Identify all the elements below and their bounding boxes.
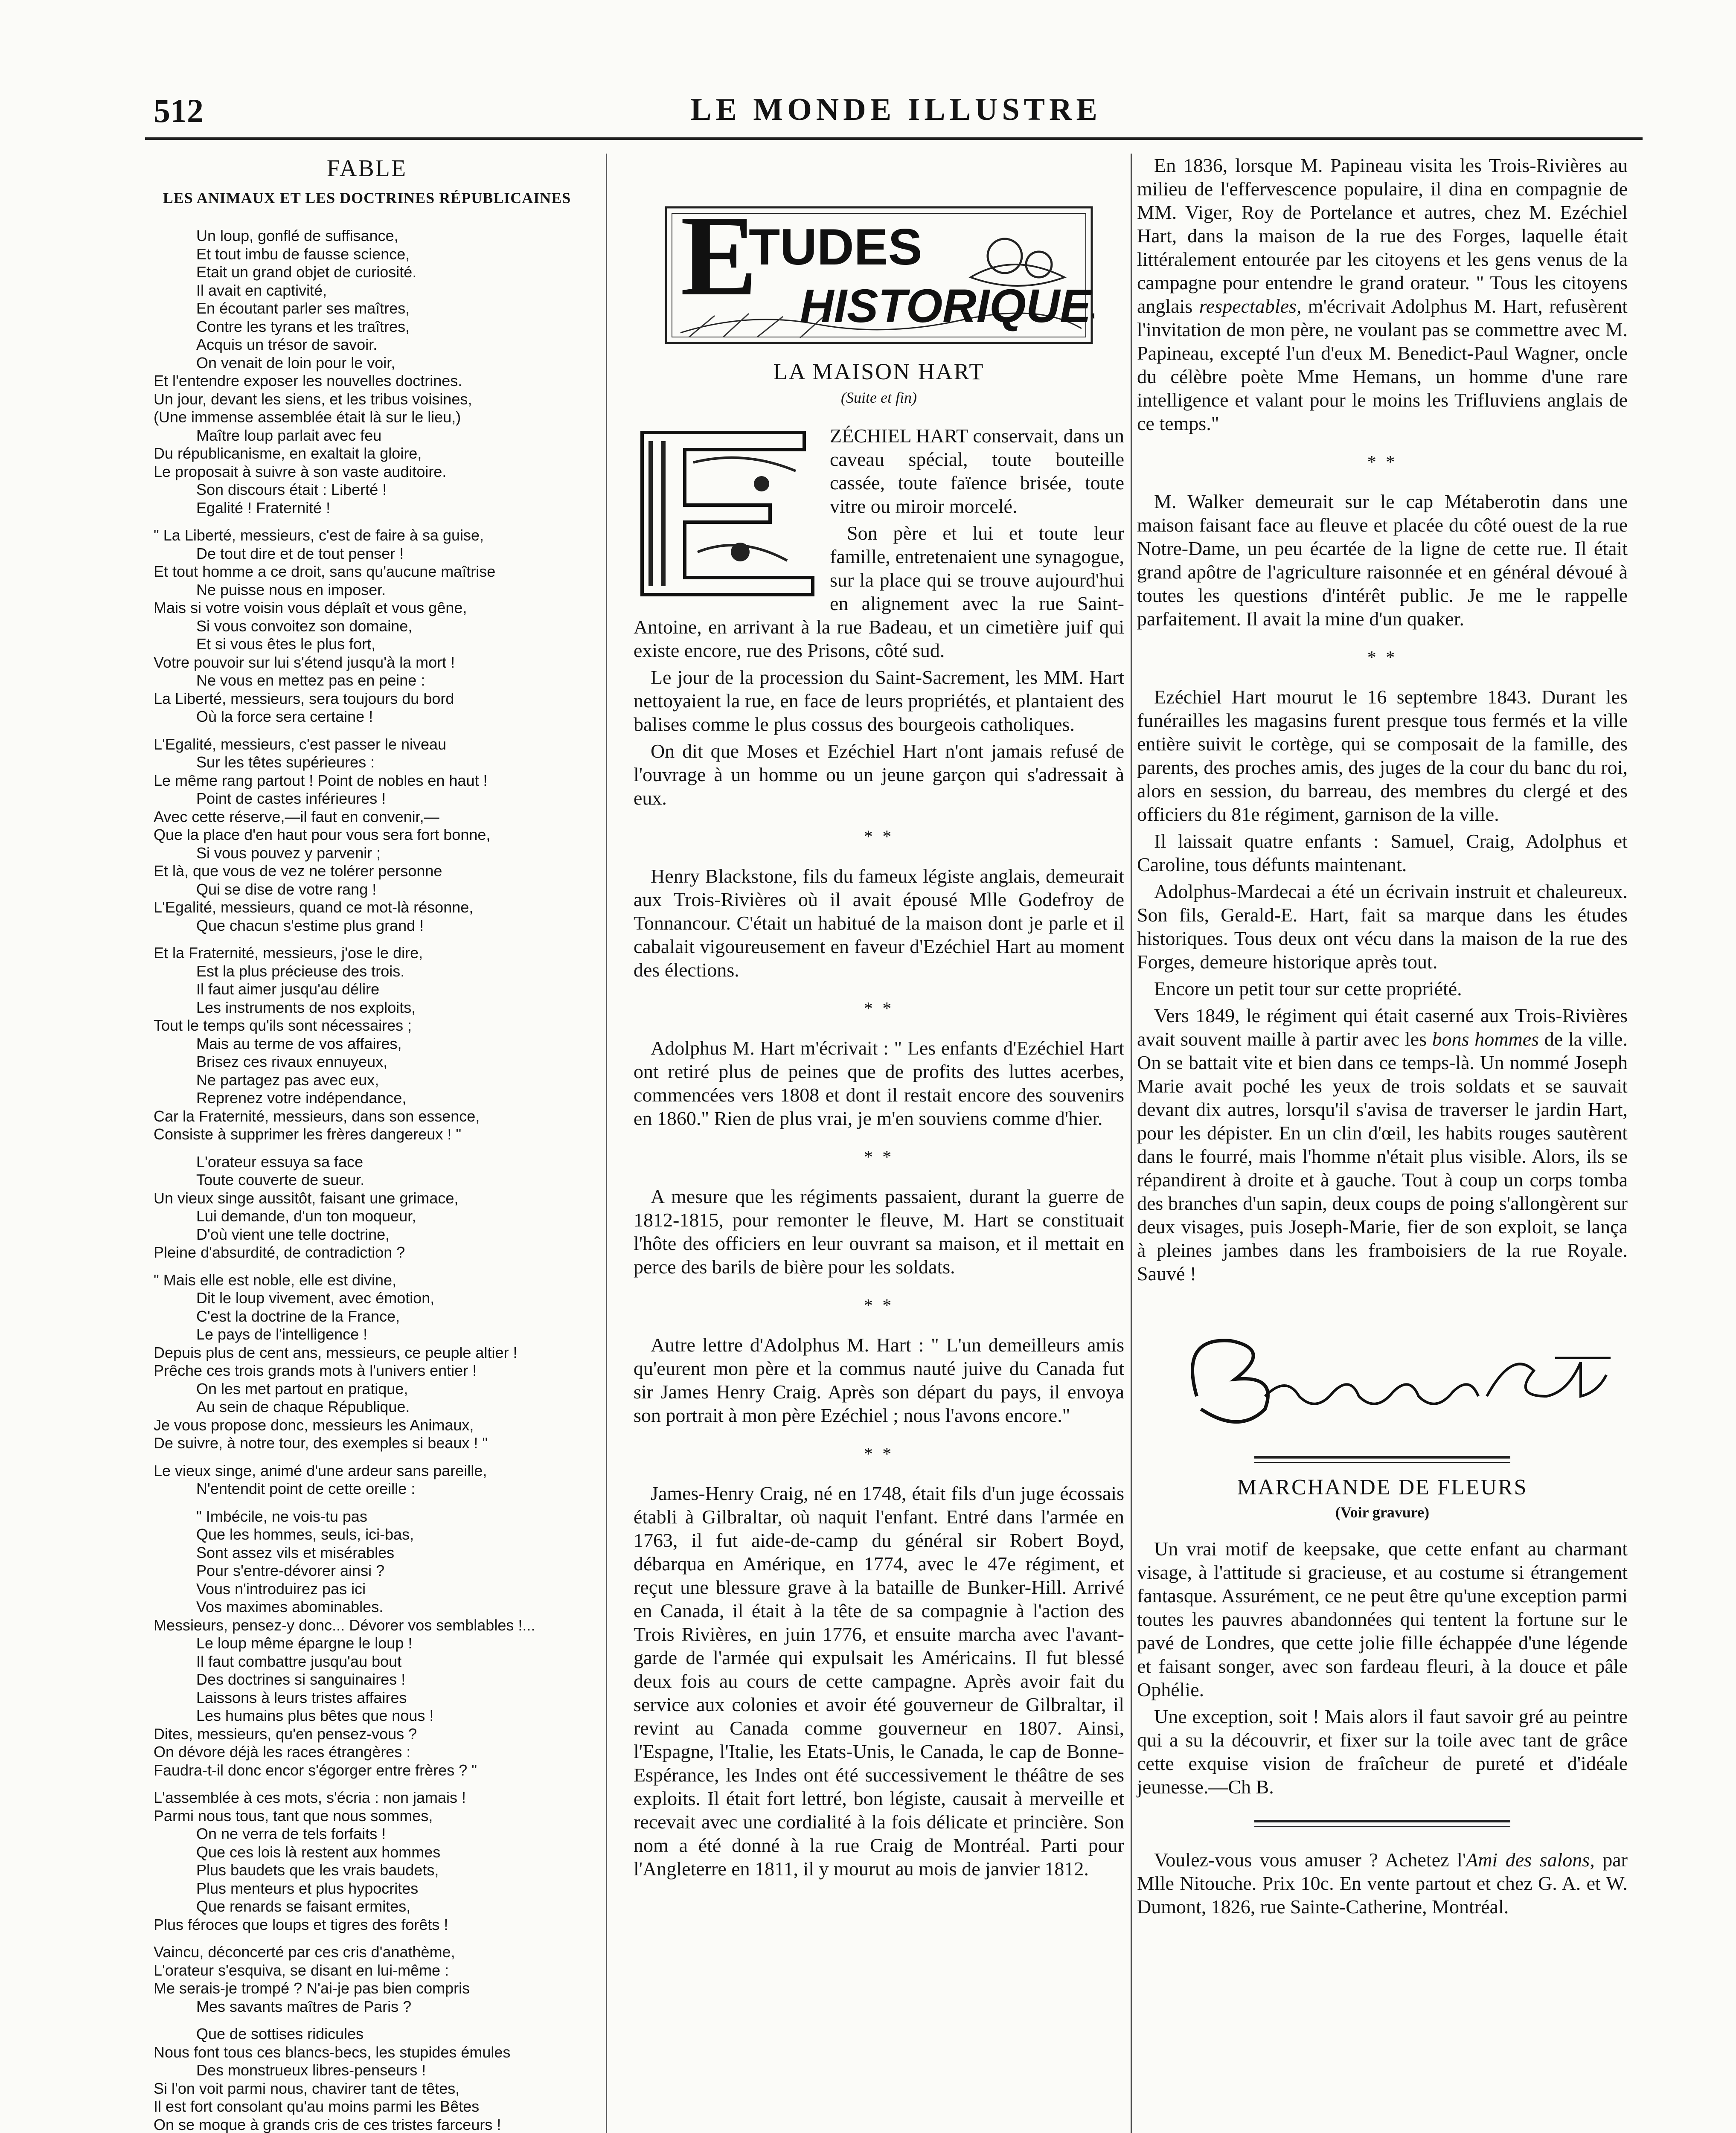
poem-line: Mais au terme de vos affaires, [196,1035,402,1052]
poem-line: Je vous propose donc, messieurs les Animaux, [154,1416,474,1434]
poem-line: Le loup même épargne le loup ! [196,1634,413,1652]
poem-line: Que chacun s'estime plus grand ! [196,916,424,934]
poem-line: On les met partout en pratique, [196,1380,408,1398]
poem-line: Pour s'entre-dévorer ainsi ? [196,1562,385,1579]
poem-line: Reprenez votre indépendance, [196,1089,407,1107]
poem-line: Vaincu, déconcerté par ces cris d'anathème, [154,1943,455,1961]
poem-line: " Imbécile, ne vois-tu pas [196,1507,367,1525]
etudes-paragraph: Le jour de la procession du Saint-Sacrement, les MM. Hart nettoyaient la rue, en face de leurs propriétés, et plantaient des balises comme le plus cossus des bourgeois catholiques. [634,666,1124,735]
poem-line: Mais si votre voisin vous déplaît et vous gêne, [154,599,467,616]
poem-line: Un jour, devant les siens, et les tribus voisines, [154,390,472,408]
etudes-paragraph: Il laissait quatre enfants : Samuel, Craig, Adolphus et Caroline, tous défunts maintenant. [1137,830,1628,875]
poem-line: Où la force sera certaine ! [196,708,373,725]
poem-line: Et la Fraternité, messieurs, j'ose le dire, [154,944,423,962]
poem-line: Vos maximes abominables. [196,1598,384,1616]
poem-line: Mes savants maîtres de Paris ? [196,1997,412,2015]
poem-line: Si vous convoitez son domaine, [196,617,413,635]
logo-word1: TUDES [749,218,922,276]
masthead: LE MONDE ILLUSTRE [690,92,1102,127]
etudes-paragraph: Autre lettre d'Adolphus M. Hart : " L'un demeilleurs amis qu'eurent mon père et la commus nauté juive du Canada fut sir James Henry Craig. Après son départ du pays, il envoya son portrait à mon père Ezéchiel ; nous l'avons encore." [634,1334,1124,1426]
poem-line: Tout le temps qu'ils sont nécessaires ; [154,1017,412,1034]
poem-line: L'assemblée à ces mots, s'écria : non jamais ! [154,1789,466,1806]
etudes-paragraph: ZÉCHIEL HART conservait, dans un caveau spécial, toute bouteille cassée, toute faïence brisée, toute vitre ou miroir morcelé. [830,425,1124,517]
stanza-break [154,1262,580,1271]
etudes-historiques-logo [663,205,1094,346]
etudes-paragraph: Vers 1849, le régiment qui était caserné aux Trois-Rivières avait souvent maille à partir avec les bons hommes de la ville. On se battait vite et bien dans ce temps-là. Un nommé Joseph Marie avait poché les yeux de trois soldats et se sauvait devant dix autres, lorsqu'il s'avisa de traverser le jardin Hart, pour les dépister. En un clin d'œil, les habits rouges sautèrent dans le fourré, mais l'homme n'était plus visible. Alors, ils se répandirent à droite et à gauche. Tout à coup un corps tomba des branches d'un sapin, deux coups de poing s'allongèrent sur deux visages, puis Joseph-Marie, fier de son exploit, se lança à pleines jambes dans les framboisiers de la rue Royale. Sauvé ! [1137,1005,1628,1284]
poem-line: Plus féroces que loups et tigres des forêts ! [154,1915,448,1933]
section-stars: * * [1367,648,1398,668]
stanza-break [154,1453,580,1462]
logo-e: E [680,205,758,320]
poem-line: Et tout homme a ce droit, sans qu'aucune maîtrise [154,563,496,580]
poem-line: Maître loup parlait avec feu [196,426,382,444]
etudes-paragraph: Encore un petit tour sur cette propriété. [1154,978,1462,1000]
poem-line: Plus baudets que les vrais baudets, [196,1861,439,1879]
poem-line: En écoutant parler ses maîtres, [196,299,410,317]
poem-line: Contre les tyrans et les traîtres, [196,317,410,335]
page-number: 512 [154,92,204,129]
fable-subtitle: LES ANIMAUX ET LES DOCTRINES RÉPUBLICAINES [163,189,571,206]
etudes-paragraph: James-Henry Craig, né en 1748, était fils d'un juge écossais établi à Gilbraltar, où naquit l'enfant. Entré dans l'armée en 1763, il fut aide-de-camp du général sir Robert Boyd, débarqua en Amérique, en 1774, avec le 47e régiment, et reçut une blessure grave à la bataille de Bunker-Hill. Arrivé en Canada, il était à la tête de sa compagnie à l'action des Trois Rivières, en juin 1776, et ensuite marcha avec l'avant-garde de l'armée qui expulsait les Américains. Il fut blessé deux fois au cours de cette campagne. Après avoir fait du service aux colonies et avoir été gouverneur de Gilbraltar, il revint au Canada comme gouverneur en 1807. Ainsi, l'Espagne, l'Italie, les Etats-Unis, le Canada, le cap de Bonne-Espérance, les Indes ont été successivement le théâtre de ses exploits. Il était fort lettré, bon légiste, causait à merveille et recevait avec une cordialité à la fois délicate et princière. Son nom a été donné à la rue Craig de Montréal. Parti pour l'Angleterre en 1811, il y mourut au mois de janvier 1812. [634,1482,1124,1880]
dropcap-e-illustration [634,424,821,603]
author-signature [1137,1311,1628,1439]
poem-line: Depuis plus de cent ans, messieurs, ce peuple altier ! [154,1343,518,1361]
poem-line: " La Liberté, messieurs, c'est de faire à sa guise, [154,526,484,544]
poem-line: Ne vous en mettez pas en peine : [196,671,425,689]
section-stars: * * [864,1444,894,1464]
poem-line: La Liberté, messieurs, sera toujours du bord [154,689,454,707]
poem-line: Le même rang partout ! Point de nobles en haut ! [154,771,488,789]
etudes-paragraph: Ezéchiel Hart mourut le 16 septembre 1843. Durant les funérailles les magasins furent presque tous fermés et la ville entière suivit le cortège, qui se composait de la famille, des parents, des proches amis, des juges de la cour du banc du roi, alors en session, du barreau, des membres du clergé et des officiers du 81e régiment, garnison de la ville. [1137,686,1628,825]
poem-line: Sont assez vils et misérables [196,1543,395,1561]
poem-line: Au sein de chaque République. [196,1398,410,1415]
advertisement: Voulez-vous vous amuser ? Achetez l'Ami des salons, par Mlle Nitouche. Prix 10c. En vente partout et chez G. A. et W. Dumont, 1826, rue Sainte-Catherine, Montréal. [1137,1849,1628,1918]
etudes-paragraph: M. Walker demeurait sur le cap Métaberotin dans une maison faisant face au fleuve et placée du côté ouest de la rue Notre-Dame, un peu écartée de la ligne de cette rue. Il était grand apôtre de l'agriculture raisonnée et en général dévoué à toutes les questions d'intérêt public. Je me le rappelle parfaitement. Il avait la mine d'un quaker. [1137,491,1628,630]
poem-line: Pleine d'absurdité, de contradiction ? [154,1244,405,1261]
etudes-paragraph: Son père et lui et toute leur famille, entretenaient une synagogue, sur la place qui se trouve aujourd'hui en alignement avec la rue Saint-Antoine, en arrivant à la rue Badeau, et un cimetière juif qui existe encore, rue des Prisons, côté sud. [634,522,1124,661]
poem-line: Prêche ces trois grands mots à l'univers entier ! [154,1362,477,1379]
poem-line: Si vous pouvez y parvenir ; [196,844,381,862]
poem-line: Que renards se faisant ermites, [196,1898,411,1915]
poem-line: Le vieux singe, animé d'une ardeur sans pareille, [154,1462,487,1479]
poem-line: Ne partagez pas avec eux, [196,1071,379,1089]
poem-line: On venait de loin pour le voir, [196,354,395,372]
poem-line: Il faut combattre jusqu'au bout [196,1652,402,1670]
poem-line: Et là, que vous de vez ne tolérer personne [154,862,442,880]
fleurs-paragraph: Une exception, soit ! Mais alors il faut savoir gré au peintre qui a su la découvrir, et fixer sur la toile avec tant de grâce cette exquise vision de fraîcheur de pureté et d'idéale jeunesse.—Ch B. [1137,1706,1628,1798]
etudes-paragraph: Adolphus M. Hart m'écrivait : " Les enfants d'Ezéchiel Hart ont retiré plus de peines que de profits des luttes acerbes, commencées vers 1808 et dont il restait encore des souvenirs en 1860." Rien de plus vrai, je m'en souviens comme d'hier. [634,1037,1124,1129]
fable-poem [154,227,580,2133]
stanza-break [154,1934,580,1943]
poem-line: (Une immense assemblée était là sur le lieu,) [154,408,461,426]
poem-line: Et l'entendre exposer les nouvelles doctrines. [154,372,462,389]
poem-line: Que la place d'en haut pour vous sera fort bonne, [154,826,491,843]
poem-line: Un vieux singe aussitôt, faisant une grimace, [154,1189,459,1207]
poem-line: Dit le loup vivement, avec émotion, [196,1289,435,1307]
etudes-paragraph: A mesure que les régiments passaient, durant la guerre de 1812-1815, pour remonter le fleuve, M. Hart se constituait l'hôte des officiers en leur ouvrant sa maison, et il mettait en perce des barils de bière pour les soldats. [634,1186,1124,1278]
poem-line: Toute couverte de sueur. [196,1171,365,1189]
logo-word2: HISTORIQUES [800,280,1094,332]
poem-line: " Mais elle est noble, elle est divine, [154,1271,397,1289]
stanza-break [154,1779,580,1789]
poem-line: Son discours était : Liberté ! [196,481,387,498]
poem-line: Etait un grand objet de curiosité. [196,263,417,281]
section-stars: * * [1367,453,1398,472]
poem-line: Que les hommes, seuls, ici-bas, [196,1526,414,1543]
stanza-break [154,1498,580,1508]
poem-line: Point de castes inférieures ! [196,790,386,807]
poem-line: On dévore déjà les races étrangères : [154,1743,411,1761]
poem-line: L'orateur essuya sa face [196,1153,363,1171]
fable-column [154,154,580,2133]
poem-line: Vous n'introduirez pas ici [196,1580,366,1598]
poem-line: L'Egalité, messieurs, c'est passer le niveau [154,735,447,753]
etudes-paragraph: Henry Blackstone, fils du fameux légiste anglais, demeurait aux Trois-Rivières où il avait épousé Mlle Godefroy de Tonnancour. C'était un habitué de la maison dont je parle et il cabalait vigoureusement en faveur d'Ezéchiel Hart au moment des élections. [634,865,1124,981]
fleurs-note: (Voir gravure) [1335,1504,1430,1521]
column-rule [606,154,607,2133]
poem-line: Brisez ces rivaux ennuyeux, [196,1053,388,1070]
poem-line: Que ces lois là restent aux hommes [196,1843,441,1861]
poem-line: Les humains plus bêtes que nous ! [196,1707,434,1724]
poem-line: Il avait en captivité, [196,281,327,299]
poem-line: L'orateur s'esquiva, se disant en lui-même : [154,1961,449,1979]
poem-line: Egalité ! Fraternité ! [196,499,331,517]
poem-line: L'Egalité, messieurs, quand ce mot-là résonne, [154,898,474,916]
section-stars: * * [864,827,894,847]
column-rule [1131,154,1132,2133]
fable-title: FABLE [326,155,407,182]
poem-line: On se moque à grands cris de ces tristes farceurs ! [154,2116,501,2133]
header-rule [145,137,1643,140]
poem-line: C'est la doctrine de la France, [196,1307,400,1325]
poem-line: Nous font tous ces blancs-becs, les stupides émules [154,2043,511,2061]
etudes-paragraph: On dit que Moses et Ezéchiel Hart n'ont jamais refusé de l'ouvrage à un homme ou un jeune garçon qui s'adressait à eux. [634,740,1124,809]
poem-line: Sur les têtes supérieures : [196,753,375,771]
poem-line: Il faut aimer jusqu'au délire [196,980,380,998]
poem-line: Consiste à supprimer les frères dangereux ! " [154,1125,462,1143]
fleurs-paragraph: Un vrai motif de keepsake, que cette enfant au charmant visage, à l'attitude si gracieuse, et au costume si étrangement fantasque. Assurément, ce ne peut être qu'une exception parmi toutes les pauvres abandonnées qui tentent la fortune sur le pavé de Londres, que cette jolie fille échappée d'une légende et faisant songer, avec son fardeau fleuri, à la douce et pâle Ophélie. [1137,1538,1628,1700]
section-divider [1254,1820,1510,1827]
poem-line: Qui se dise de votre rang ! [196,880,377,898]
poem-line: Et si vous êtes le plus fort, [196,635,376,653]
stanza-break [154,2016,580,2025]
poem-line: Est la plus précieuse des trois. [196,962,405,980]
poem-line: Me serais-je trompé ? N'ai-je pas bien compris [154,1979,470,1997]
poem-line: Acquis un trésor de savoir. [196,336,378,353]
poem-line: Il est fort consolant qu'au moins parmi les Bêtes [154,2098,480,2115]
section-stars: * * [864,1296,894,1316]
poem-line: Parmi nous tous, tant que nous sommes, [154,1807,433,1825]
stanza-break [154,726,580,735]
etudes-paragraph: Adolphus-Mardecai a été un écrivain instruit et chaleureux. Son fils, Gerald-E. Hart, fait sa marque dans les études historiques. Tous deux ont vécu dans la maison de la rue des Forges, demeure historique après tout. [1137,881,1628,973]
stanza-break [154,1144,580,1153]
poem-line: Avec cette réserve,—il faut en convenir,— [154,808,439,825]
poem-line: Ne puisse nous en imposer. [196,581,386,599]
poem-line: Lui demande, d'un ton moqueur, [196,1207,416,1225]
section-stars: * * [864,1148,894,1167]
poem-line: Messieurs, pensez-y donc... Dévorer vos semblables !... [154,1616,535,1634]
poem-line: Du républicanisme, en exaltait la gloire, [154,445,422,462]
poem-line: De tout dire et de tout penser ! [196,544,404,562]
page-header [154,92,1638,139]
poem-line: De suivre, à notre tour, des exemples si beaux ! " [154,1434,488,1452]
poem-line: Si l'on voit parmi nous, chavirer tant de têtes, [154,2079,460,2097]
section-divider [1254,1456,1510,1463]
poem-line: Dites, messieurs, qu'en pensez-vous ? [154,1725,417,1743]
etudes-column [634,154,1124,1884]
article-note: (Suite et fin) [841,389,917,406]
poem-line: On ne verra de tels forfaits ! [196,1825,386,1842]
poem-line: Les instruments de nos exploits, [196,998,416,1016]
etudes-continued-column [1137,154,1628,1922]
poem-line: Et tout imbu de fausse science, [196,245,410,263]
poem-line: Un loup, gonflé de suffisance, [196,227,398,244]
poem-line: Faudra-t-il donc encor s'égorger entre frères ? " [154,1761,477,1779]
poem-line: Votre pouvoir sur lui s'étend jusqu'à la mort ! [154,653,455,671]
etudes-paragraph: En 1836, lorsque M. Papineau visita les Trois-Rivières au milieu de l'effervescence populaire, il dina en compagnie de MM. Viger, Roy de Portelance et autres, chez M. Ezéchiel Hart, dans la maison de la rue des Forges, laquelle était littéralement entourée par les citoyens et les gens venus de la campagne pour entendre le grand orateur. " Tous les citoyens anglais respectables, m'écrivait Adolphus M. Hart, refusèrent l'invitation de mon père, ne voulant pas se commettre avec M. Papineau, excepté l'un d'eux M. Benedict-Paul Wagner, oncle du célèbre poète Mme Hemans, un homme d'une rare intelligence et valant pour le moins les Trifluviens anglais de ce temps." [1137,154,1628,434]
fleurs-title: MARCHANDE DE FLEURS [1237,1475,1528,1499]
stanza-break [154,935,580,944]
section-stars: * * [864,999,894,1019]
poem-line: Que de sottises ridicules [196,2025,364,2043]
poem-line: Plus menteurs et plus hypocrites [196,1879,419,1897]
poem-line: Car la Fraternité, messieurs, dans son essence, [154,1107,480,1125]
stanza-break [154,517,580,526]
poem-line: N'entendit point de cette oreille : [196,1480,416,1497]
poem-line: Laissons à leurs tristes affaires [196,1688,407,1706]
poem-line: Des monstrueux libres-penseurs ! [196,2061,426,2079]
article-title: LA MAISON HART [773,359,985,384]
poem-line: Le proposait à suivre à son vaste auditoire. [154,462,447,480]
poem-line: Des doctrines si sanguinaires ! [196,1671,406,1688]
poem-line: Le pays de l'intelligence ! [196,1325,368,1343]
poem-line: D'où vient une telle doctrine, [196,1225,390,1243]
